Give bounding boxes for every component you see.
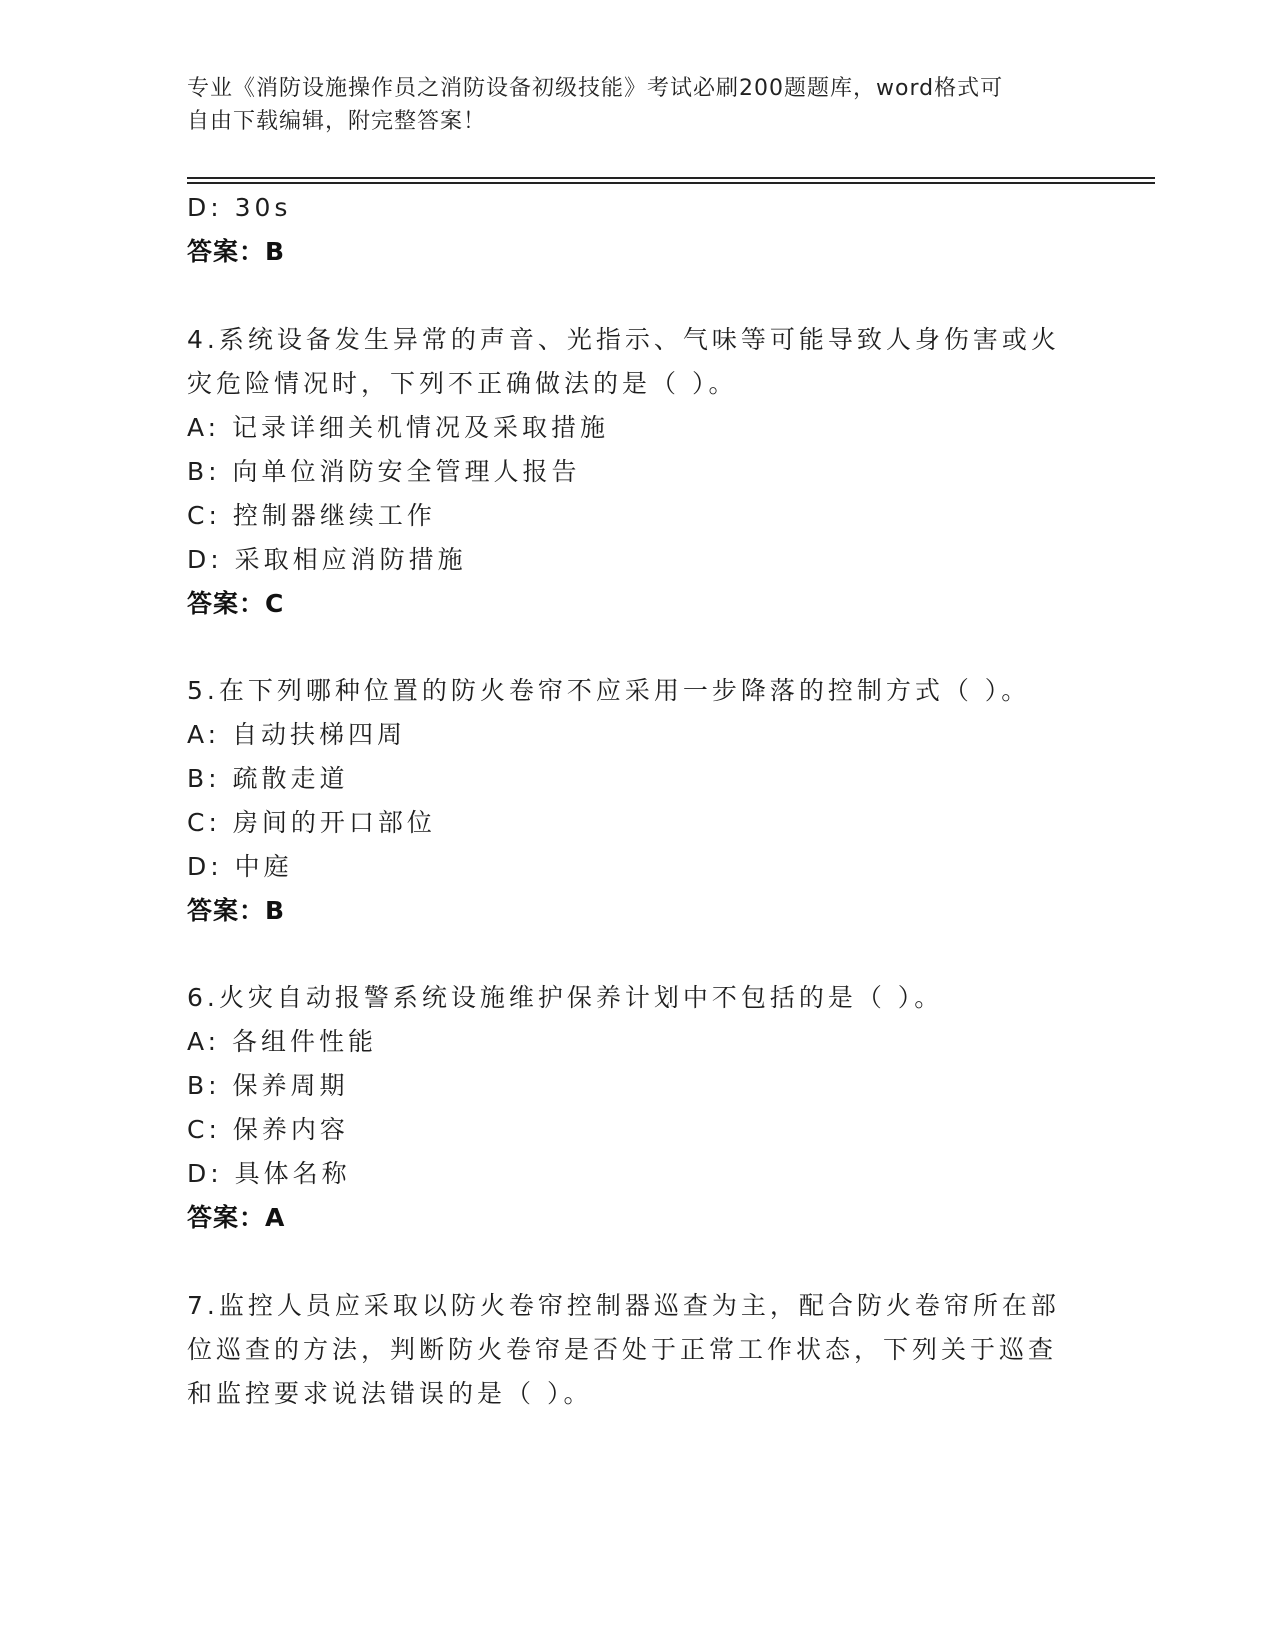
q5-option-c: C: 房间的开口部位 xyxy=(187,808,436,837)
q6-option-a: A: 各组件性能 xyxy=(187,1027,378,1056)
q4-stem-line-1: 4.系统设备发生异常的声音、光指示、气味等可能导致人身伤害或火 xyxy=(187,325,1060,354)
q6-stem-line-1: 6.火灾自动报警系统设施维护保养计划中不包括的是（ ）。 xyxy=(187,983,944,1012)
header-divider-top xyxy=(187,177,1155,179)
q7-stem-line-2: 位巡查的方法，判断防火卷帘是否处于正常工作状态，下列关于巡查 xyxy=(187,1335,1058,1364)
q6-option-b: B: 保养周期 xyxy=(187,1071,349,1100)
q7-stem-line-1: 7.监控人员应采取以防火卷帘控制器巡查为主，配合防火卷帘所在部 xyxy=(187,1291,1060,1320)
q5-option-d: D: 中庭 xyxy=(187,852,293,881)
header-line-1: 专业《消防设施操作员之消防设备初级技能》考试必刷200题题库，word格式可 xyxy=(187,76,1004,101)
q4-option-c: C: 控制器继续工作 xyxy=(187,501,436,530)
q4-option-d: D: 采取相应消防措施 xyxy=(187,545,467,574)
q6-answer: 答案：A xyxy=(187,1203,286,1232)
q5-option-a: A: 自动扶梯四周 xyxy=(187,720,407,749)
q4-answer: 答案：C xyxy=(187,589,285,618)
q5-option-b: B: 疏散走道 xyxy=(187,764,349,793)
document-header xyxy=(187,72,1067,138)
q7-stem-line-3: 和监控要求说法错误的是（ ）。 xyxy=(187,1379,593,1408)
header-line-2: 自由下载编辑，附完整答案！ xyxy=(187,109,487,134)
q6-option-c: C: 保养内容 xyxy=(187,1115,349,1144)
prev-option-d: D: 30s xyxy=(187,193,292,222)
q5-answer: 答案：B xyxy=(187,896,286,925)
q4-stem-line-2: 灾危险情况时，下列不正确做法的是（ ）。 xyxy=(187,369,738,398)
q4-option-b: B: 向单位消防安全管理人报告 xyxy=(187,457,581,486)
q5-stem-line-1: 5.在下列哪种位置的防火卷帘不应采用一步降落的控制方式（ ）。 xyxy=(187,676,1031,705)
q6-option-d: D: 具体名称 xyxy=(187,1159,351,1188)
q4-option-a: A: 记录详细关机情况及采取措施 xyxy=(187,413,610,442)
prev-answer: 答案：B xyxy=(187,237,286,266)
header-divider-bottom xyxy=(187,182,1155,184)
